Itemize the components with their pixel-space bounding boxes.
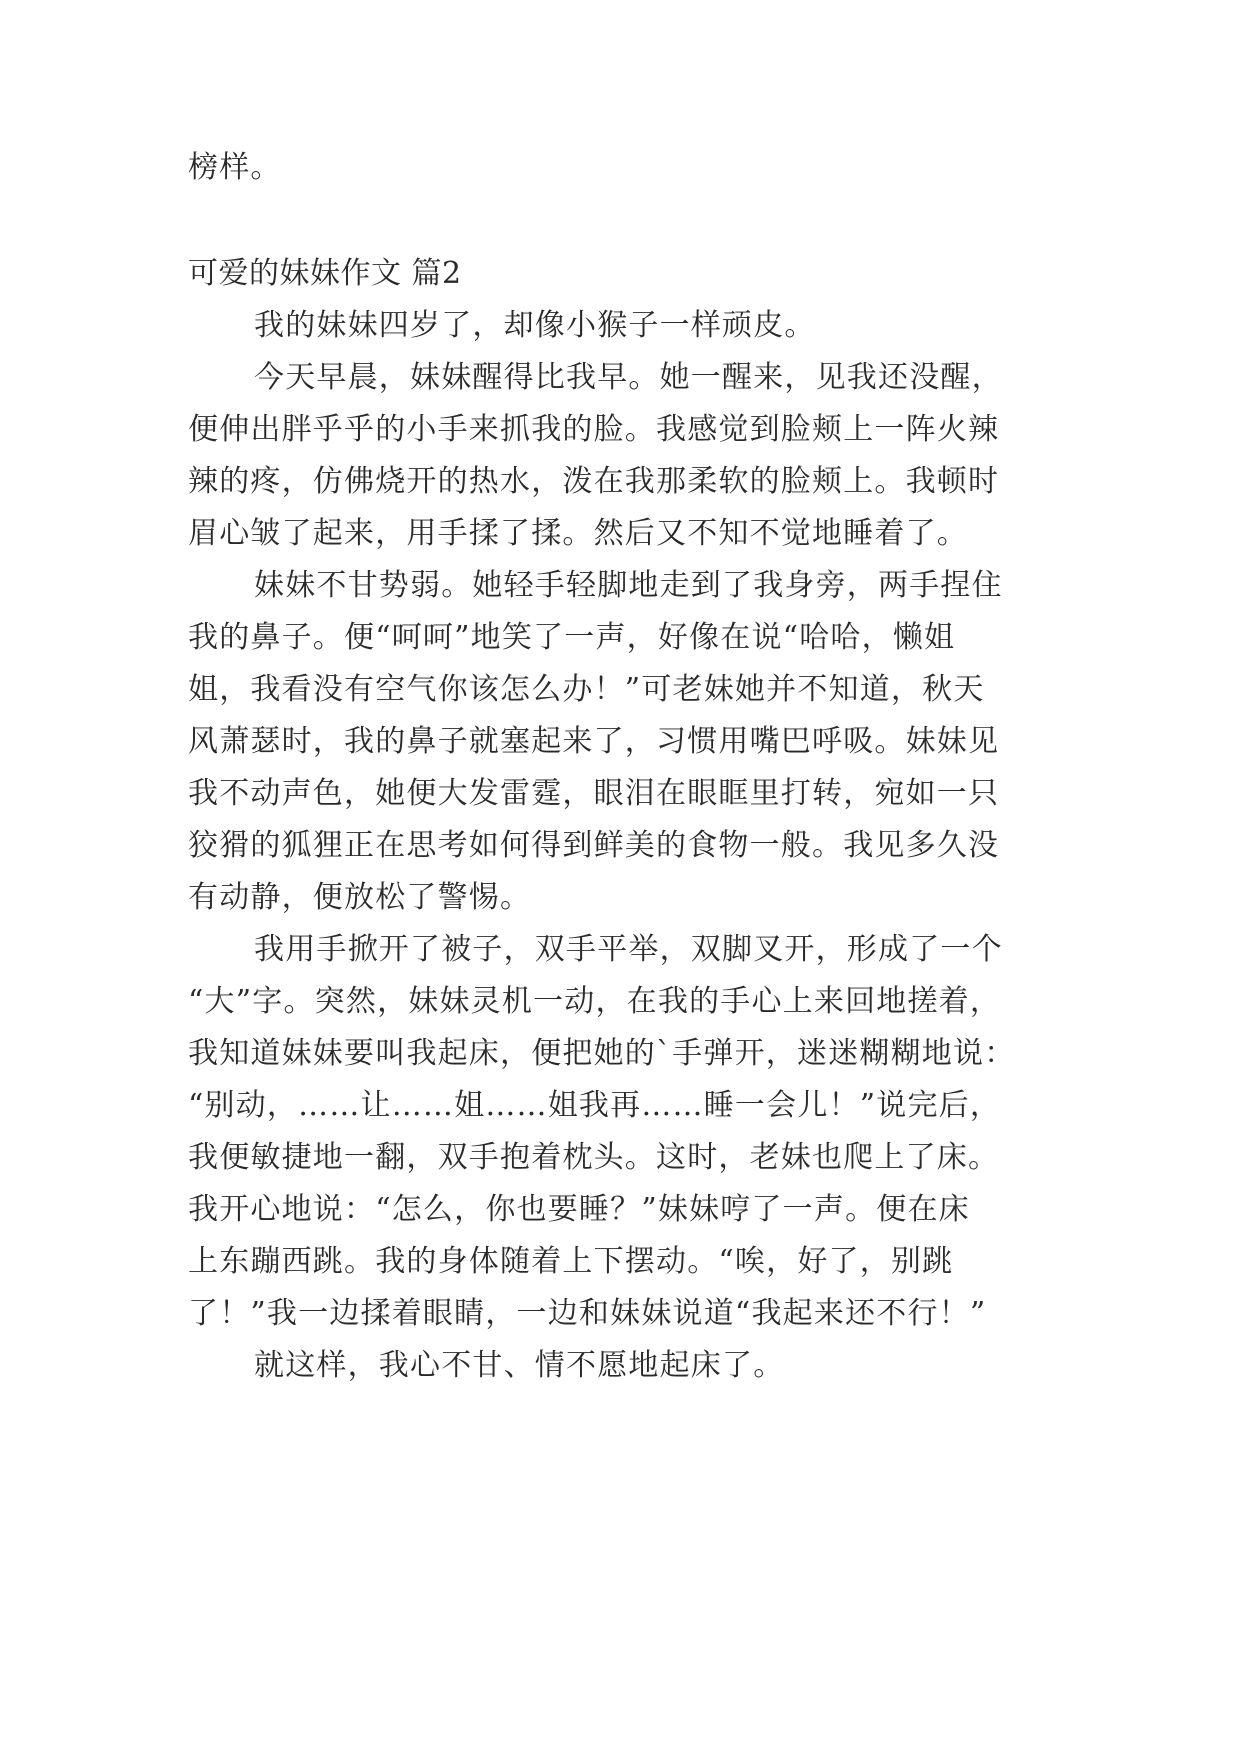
text-line: 榜样。 bbox=[188, 150, 282, 185]
paragraph-line: 眉心皱了起来，用手揉了揉。然后又不知不觉地睡着了。 bbox=[188, 516, 968, 551]
paragraph-line: 我的妹妹四岁了，却像小猴子一样顽皮。 bbox=[254, 308, 816, 343]
paragraph-line: 就这样，我心不甘、情不愿地起床了。 bbox=[254, 1348, 785, 1383]
paragraph-line: 今天早晨，妹妹醒得比我早。她一醒来，见我还没醒， bbox=[254, 360, 1003, 395]
section-title: 可爱的妹妹作文 篇2 bbox=[188, 256, 462, 291]
paragraph-line: 我的鼻子。便“呵呵”地笑了一声，好像在说“哈哈，懒姐 bbox=[188, 620, 956, 655]
paragraph-line: 辣的疼，仿佛烧开的热水，泼在我那柔软的脸颊上。我顿时 bbox=[188, 464, 1000, 499]
paragraph-line: 我便敏捷地一翻，双手抱着枕头。这时，老妹也爬上了床。 bbox=[188, 1140, 1000, 1175]
paragraph-line: 便伸出胖乎乎的小手来抓我的脸。我感觉到脸颊上一阵火辣 bbox=[188, 412, 1000, 447]
paragraph-line: 我用手掀开了被子，双手平举，双脚叉开，形成了一个 bbox=[254, 932, 1003, 967]
paragraph-line: 姐，我看没有空气你该怎么办！”可老妹她并不知道，秋天 bbox=[188, 672, 985, 707]
paragraph-line: 狡猾的狐狸正在思考如何得到鲜美的食物一般。我见多久没 bbox=[188, 828, 1000, 863]
paragraph-line: 我知道妹妹要叫我起床，便把她的`手弹开，迷迷糊糊地说： bbox=[188, 1036, 1016, 1071]
paragraph-line: “大”字。突然，妹妹灵机一动，在我的手心上来回地搓着， bbox=[188, 984, 1002, 1019]
paragraph-line: 了！”我一边揉着眼睛，一边和妹妹说道“我起来还不行！” bbox=[188, 1296, 987, 1331]
paragraph-line: 有动静，便放松了警惕。 bbox=[188, 880, 532, 915]
paragraph-line: 妹妹不甘势弱。她轻手轻脚地走到了我身旁，两手捏住 bbox=[254, 568, 1003, 603]
paragraph-line: 我不动声色，她便大发雷霆，眼泪在眼眶里打转，宛如一只 bbox=[188, 776, 1000, 811]
paragraph-line: 风萧瑟时，我的鼻子就塞起来了，习惯用嘴巴呼吸。妹妹见 bbox=[188, 724, 1000, 759]
paragraph-line: 上东蹦西跳。我的身体随着上下摆动。“唉，好了，别跳 bbox=[188, 1244, 954, 1279]
paragraph-line: “别动，……让……姐……姐我再……睡一会儿！”说完后， bbox=[188, 1088, 1002, 1123]
paragraph-line: 我开心地说：“怎么，你也要睡？”妹妹哼了一声。便在床 bbox=[188, 1192, 970, 1227]
